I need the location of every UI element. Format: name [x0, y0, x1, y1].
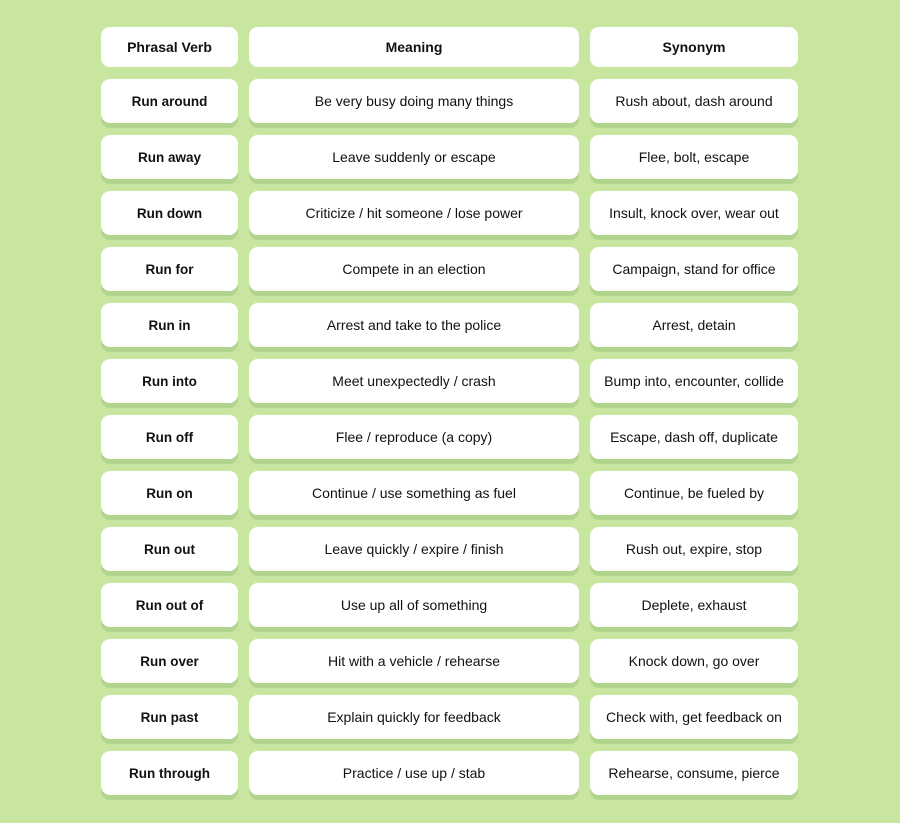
phrasal-verb-cell: Run out: [101, 527, 238, 571]
table-row: [101, 527, 799, 571]
phrasal-verb-table: [101, 27, 799, 807]
phrasal-verb-cell: Run into: [101, 359, 238, 403]
meaning-cell: Leave quickly / expire / finish: [249, 527, 579, 571]
synonym-cell: Continue, be fueled by: [590, 471, 798, 515]
header-phrasal-verb: Phrasal Verb: [101, 27, 238, 67]
phrasal-verb-cell: Run past: [101, 695, 238, 739]
table-row: [101, 79, 799, 123]
synonym-cell: Rush about, dash around: [590, 79, 798, 123]
meaning-cell: Explain quickly for feedback: [249, 695, 579, 739]
meaning-cell: Arrest and take to the police: [249, 303, 579, 347]
synonym-cell: Campaign, stand for office: [590, 247, 798, 291]
table-row: [101, 303, 799, 347]
table-row: [101, 639, 799, 683]
phrasal-verb-cell: Run away: [101, 135, 238, 179]
synonym-cell: Escape, dash off, duplicate: [590, 415, 798, 459]
synonym-cell: Check with, get feedback on: [590, 695, 798, 739]
table-row: [101, 135, 799, 179]
phrasal-verb-cell: Run in: [101, 303, 238, 347]
table-row: [101, 359, 799, 403]
phrasal-verb-cell: Run through: [101, 751, 238, 795]
table-row: [101, 471, 799, 515]
header-meaning: Meaning: [249, 27, 579, 67]
phrasal-verb-cell: Run down: [101, 191, 238, 235]
synonym-cell: Insult, knock over, wear out: [590, 191, 798, 235]
meaning-cell: Compete in an election: [249, 247, 579, 291]
meaning-cell: Practice / use up / stab: [249, 751, 579, 795]
synonym-cell: Flee, bolt, escape: [590, 135, 798, 179]
synonym-cell: Bump into, encounter, collide: [590, 359, 798, 403]
synonym-cell: Knock down, go over: [590, 639, 798, 683]
table-row: [101, 583, 799, 627]
synonym-cell: Arrest, detain: [590, 303, 798, 347]
phrasal-verb-cell: Run out of: [101, 583, 238, 627]
table-row: [101, 415, 799, 459]
meaning-cell: Hit with a vehicle / rehearse: [249, 639, 579, 683]
meaning-cell: Use up all of something: [249, 583, 579, 627]
meaning-cell: Continue / use something as fuel: [249, 471, 579, 515]
table-row: [101, 191, 799, 235]
meaning-cell: Meet unexpectedly / crash: [249, 359, 579, 403]
meaning-cell: Be very busy doing many things: [249, 79, 579, 123]
synonym-cell: Rush out, expire, stop: [590, 527, 798, 571]
phrasal-verb-cell: Run for: [101, 247, 238, 291]
synonym-cell: Rehearse, consume, pierce: [590, 751, 798, 795]
meaning-cell: Flee / reproduce (a copy): [249, 415, 579, 459]
phrasal-verb-cell: Run over: [101, 639, 238, 683]
table-row: [101, 695, 799, 739]
phrasal-verb-cell: Run on: [101, 471, 238, 515]
meaning-cell: Criticize / hit someone / lose power: [249, 191, 579, 235]
table-row: [101, 247, 799, 291]
phrasal-verb-cell: Run around: [101, 79, 238, 123]
phrasal-verb-cell: Run off: [101, 415, 238, 459]
synonym-cell: Deplete, exhaust: [590, 583, 798, 627]
header-synonym: Synonym: [590, 27, 798, 67]
table-header-row: [101, 27, 799, 67]
table-row: [101, 751, 799, 795]
meaning-cell: Leave suddenly or escape: [249, 135, 579, 179]
